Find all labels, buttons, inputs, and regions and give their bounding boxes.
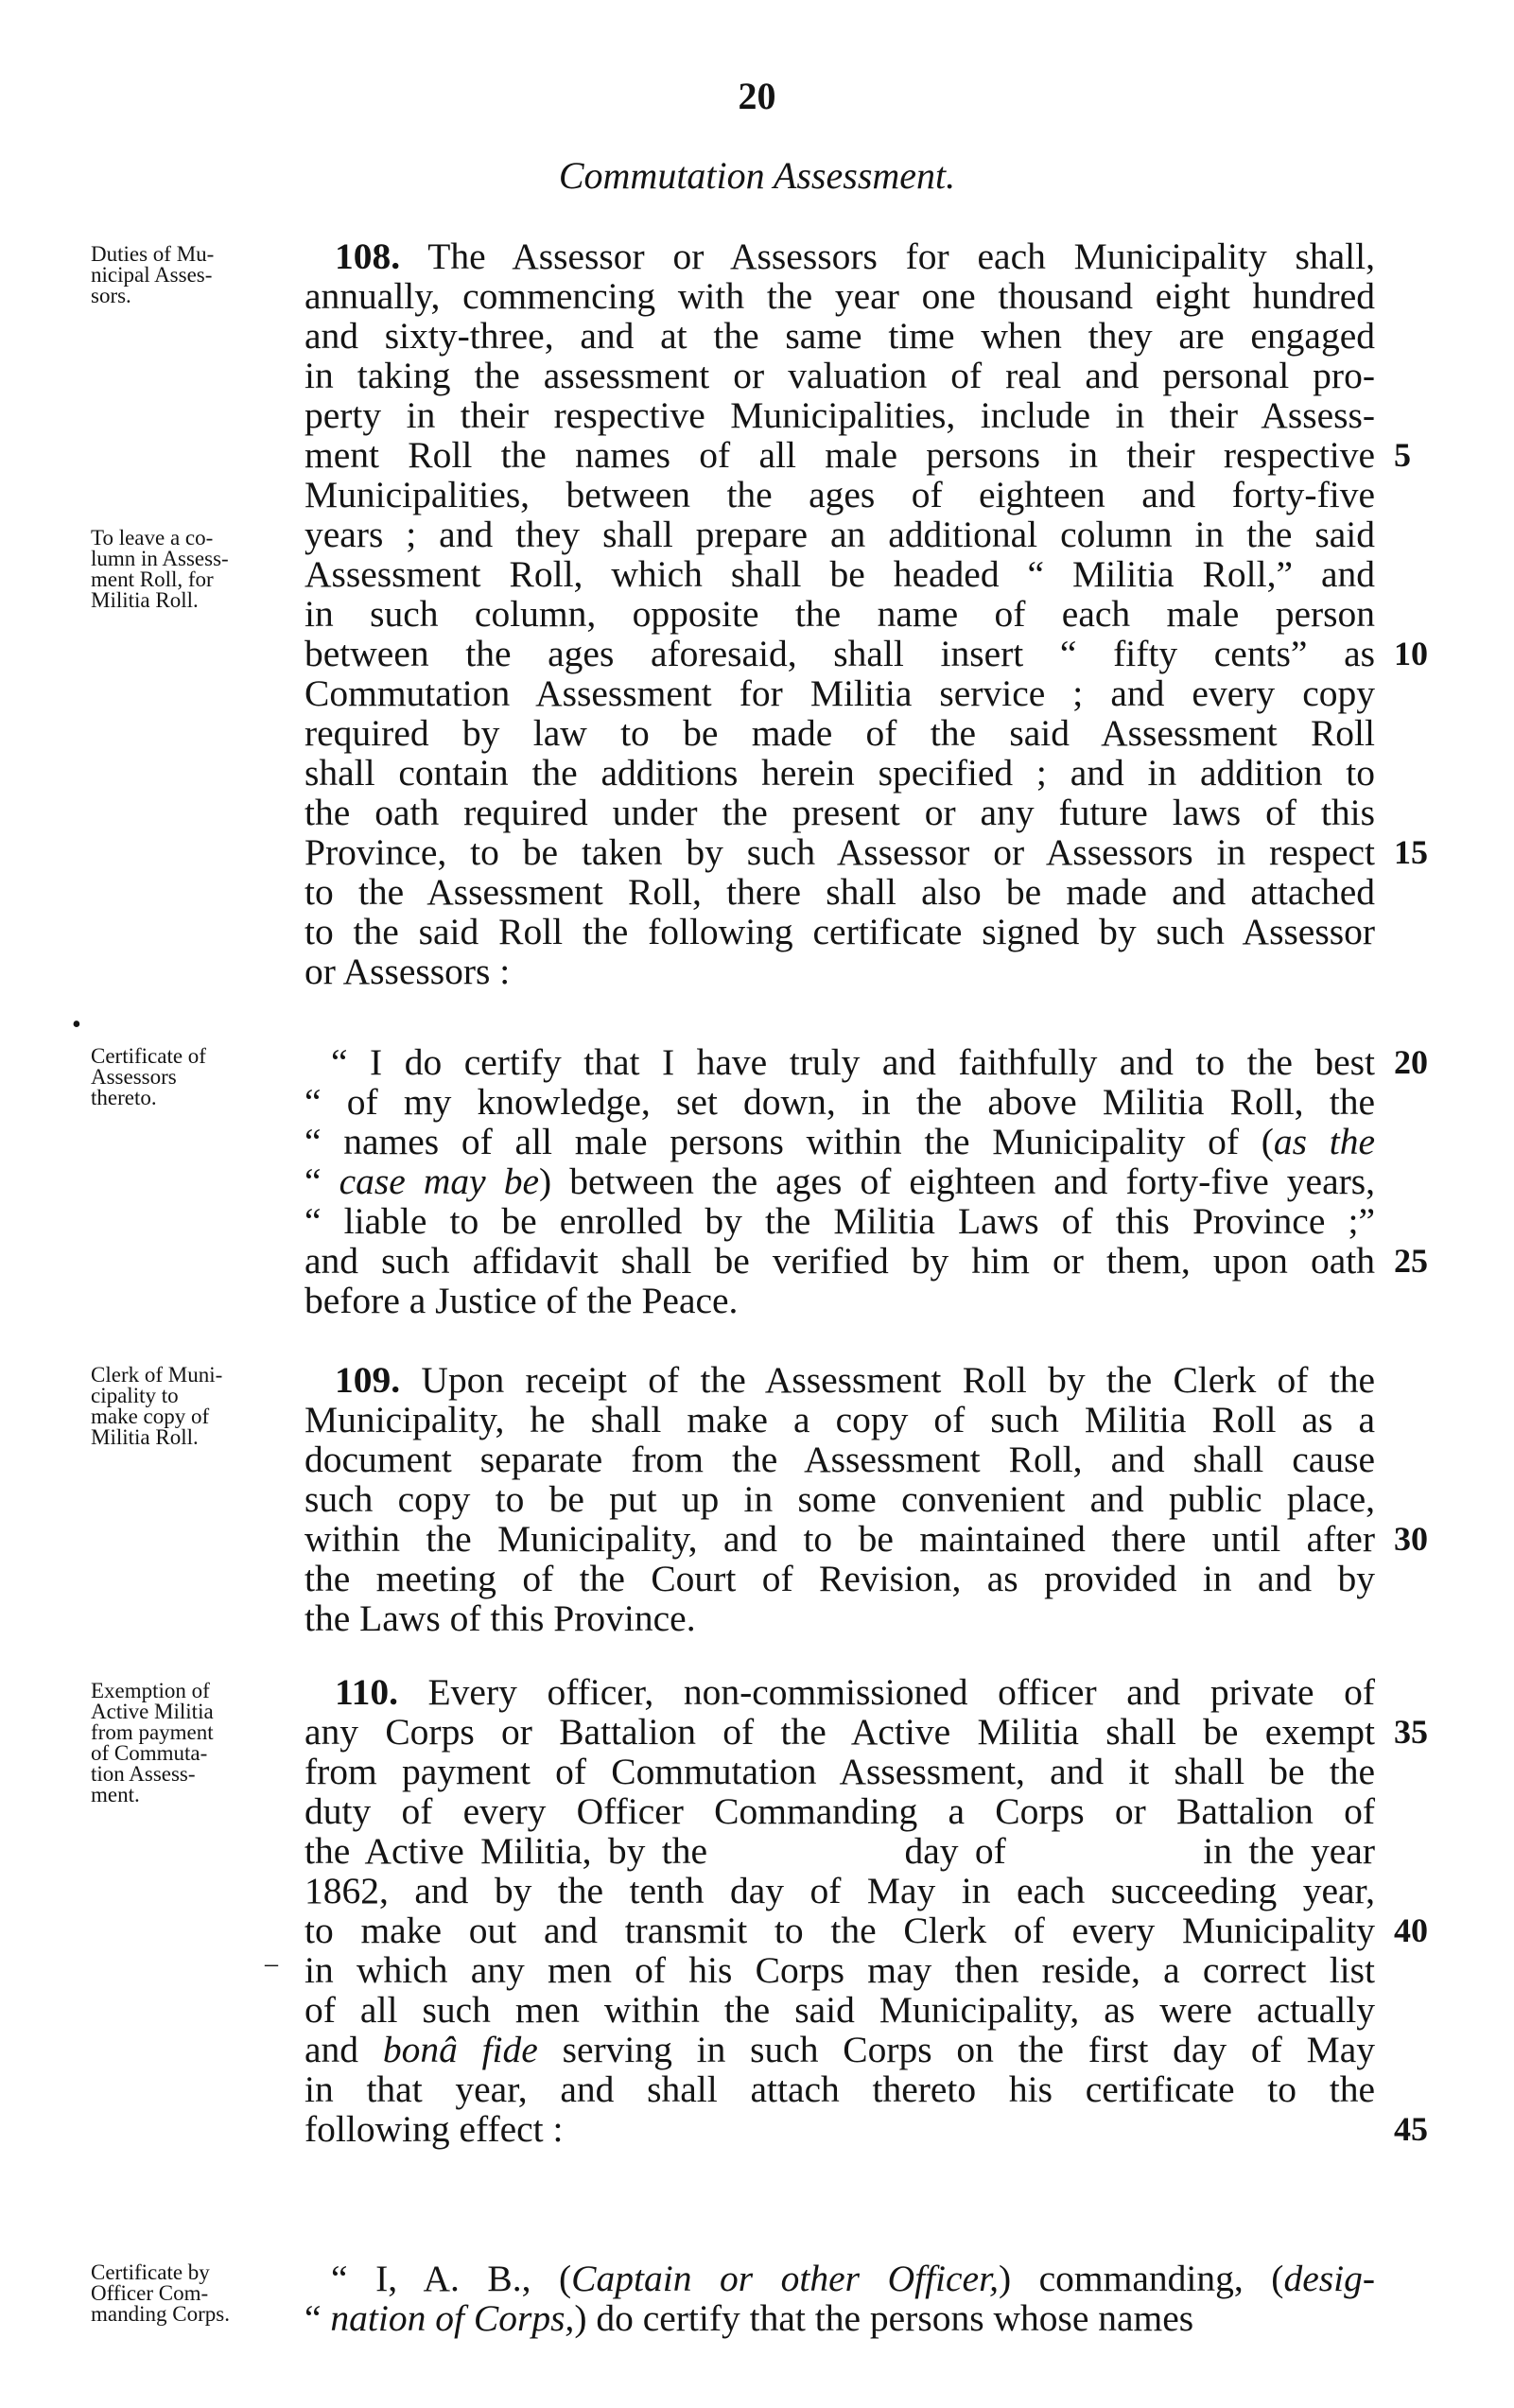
text-line: “ case may be) between the ages of eighteen and forty-five years, [305,1160,1375,1202]
text-line: required by law to be made of the said Assessment Roll [305,712,1375,754]
section-number: 108. [335,236,401,277]
margin-note-clerk-copy: Clerk of Muni- cipality to make copy of Militia Roll. [91,1363,223,1449]
line-number: 25 [1394,1242,1428,1280]
text-line: in such column, opposite the name of each male person [305,593,1375,635]
text-line: Municipalities, between the ages of eighteen and forty-five [305,474,1375,515]
text-line: Province, to be taken by such Assessor or Assessors in respect [305,831,1375,873]
text-line: years ; and they shall prepare an additional column in the said [305,514,1375,555]
text-line: Municipality, he shall make a copy of such Militia Roll as a [305,1399,1375,1440]
margin-note-assessor-certificate: Certificate of Assessors thereto. [91,1044,206,1109]
section-109 [305,1360,1375,1638]
text-line: “ names of all male persons within the Municipality of (as the [305,1121,1375,1162]
text-line: ment Roll the names of all male persons in their respective [305,434,1375,476]
line-number: 40 [1394,1911,1428,1949]
text-line: and sixty-three, and at the same time when they are engaged [305,315,1375,357]
line-number: 10 [1394,635,1428,672]
text-line: the meeting of the Court of Revision, as provided in and by [305,1558,1375,1599]
text-line: to make out and transmit to the Clerk of every Municipality [305,1910,1375,1951]
text-line: any Corps or Battalion of the Active Militia shall be exempt [305,1711,1375,1753]
text-line: document separate from the Assessment Roll, and shall cause [305,1439,1375,1480]
running-head: Commutation Assessment. [558,154,956,197]
text-line: in that year, and shall attach thereto his certificate to the [305,2068,1375,2110]
line-number: 45 [1394,2110,1428,2148]
text-line: the Laws of this Province. [305,1597,696,1639]
print-mark: – [265,1949,278,1979]
section-number: 110. [335,1671,398,1713]
text-line: such copy to be put up in some convenient and public place, [305,1478,1375,1520]
text-line: the Active Militia, by the day of in the year [305,1830,1375,1872]
line-number: 30 [1394,1520,1428,1558]
officer-certificate [305,2259,1375,2338]
section-108 [305,236,1375,991]
print-mark: • [72,1010,81,1039]
text-line: 108. The Assessor or Assessors for each Municipality shall, [335,236,1375,277]
text-line: the oath required under the present or any future laws of this [305,792,1375,833]
text-line: perty in their respective Municipalities, include in their Assess- [305,394,1375,436]
margin-note-officer-certificate: Certificate by Officer Com- manding Corps. [91,2260,230,2326]
line-number: 20 [1394,1043,1428,1081]
line-number: 15 [1394,833,1428,871]
assessor-certificate [305,1042,1375,1320]
text-line: and bonâ fide serving in such Corps on the first day of May [305,2029,1375,2070]
line-number: 5 [1394,436,1411,474]
text-line: “ nation of Corps,) do certify that the persons whose names [305,2297,1194,2339]
text-line: within the Municipality, and to be maintained there until after [305,1518,1375,1560]
text-line: duty of every Officer Commanding a Corps or Battalion of [305,1790,1375,1832]
text-line: of all such men within the said Municipality, as were actually [305,1989,1375,2031]
text-line: annually, commencing with the year one thousand eight hundred [305,275,1375,317]
text-line: in which any men of his Corps may then reside, a correct list [305,1949,1375,1991]
text-line: and such affidavit shall be verified by him or them, upon oath [305,1240,1375,1282]
text-line: shall contain the additions herein specified ; and in addition to [305,752,1375,794]
text-line: from payment of Commutation Assessment, and it shall be the [305,1751,1375,1792]
text-line: 110. Every officer, non-commissioned officer and private of [335,1671,1375,1713]
line-number: 35 [1394,1713,1428,1751]
text-line: before a Justice of the Peace. [305,1280,739,1321]
page-number: 20 [738,75,776,117]
text-line: in taking the assessment or valuation of real and personal pro- [305,355,1375,396]
margin-note-duties: Duties of Mu- nicipal Asses- sors. [91,242,215,307]
text-line: to the said Roll the following certificate signed by such Assessor [305,911,1375,952]
text-line: “ liable to be enrolled by the Militia Laws of this Province ;” [305,1200,1375,1242]
text-line: “ I, A. B., (Captain or other Officer,) commanding, (desig- [331,2258,1375,2299]
text-line: Assessment Roll, which shall be headed “ Militia Roll,” and [305,553,1375,595]
text-line: to the Assessment Roll, there shall also be made and attached [305,871,1375,913]
text-line: “ of my knowledge, set down, in the above Militia Roll, the [305,1081,1375,1123]
text-line: Commutation Assessment for Militia service ; and every copy [305,672,1375,714]
margin-note-exemption: Exemption of Active Militia from payment of Commuta- tion Assess- ment. [91,1679,214,1806]
margin-note-militia-column: To leave a co- lumn in Assess- ment Roll, for Militia Roll. [91,526,229,612]
section-number: 109. [335,1359,401,1401]
section-110 [305,1672,1375,2149]
text-line: 109. Upon receipt of the Assessment Roll by the Clerk of the [335,1359,1375,1401]
text-line: “ I do certify that I have truly and faithfully and to the best [331,1041,1375,1083]
text-line: or Assessors : [305,951,511,992]
text-line: following effect : [305,2108,564,2150]
text-line: 1862, and by the tenth day of May in each succeeding year, [305,1870,1375,1911]
text-line: between the ages aforesaid, shall insert “ fifty cents” as [305,633,1375,674]
